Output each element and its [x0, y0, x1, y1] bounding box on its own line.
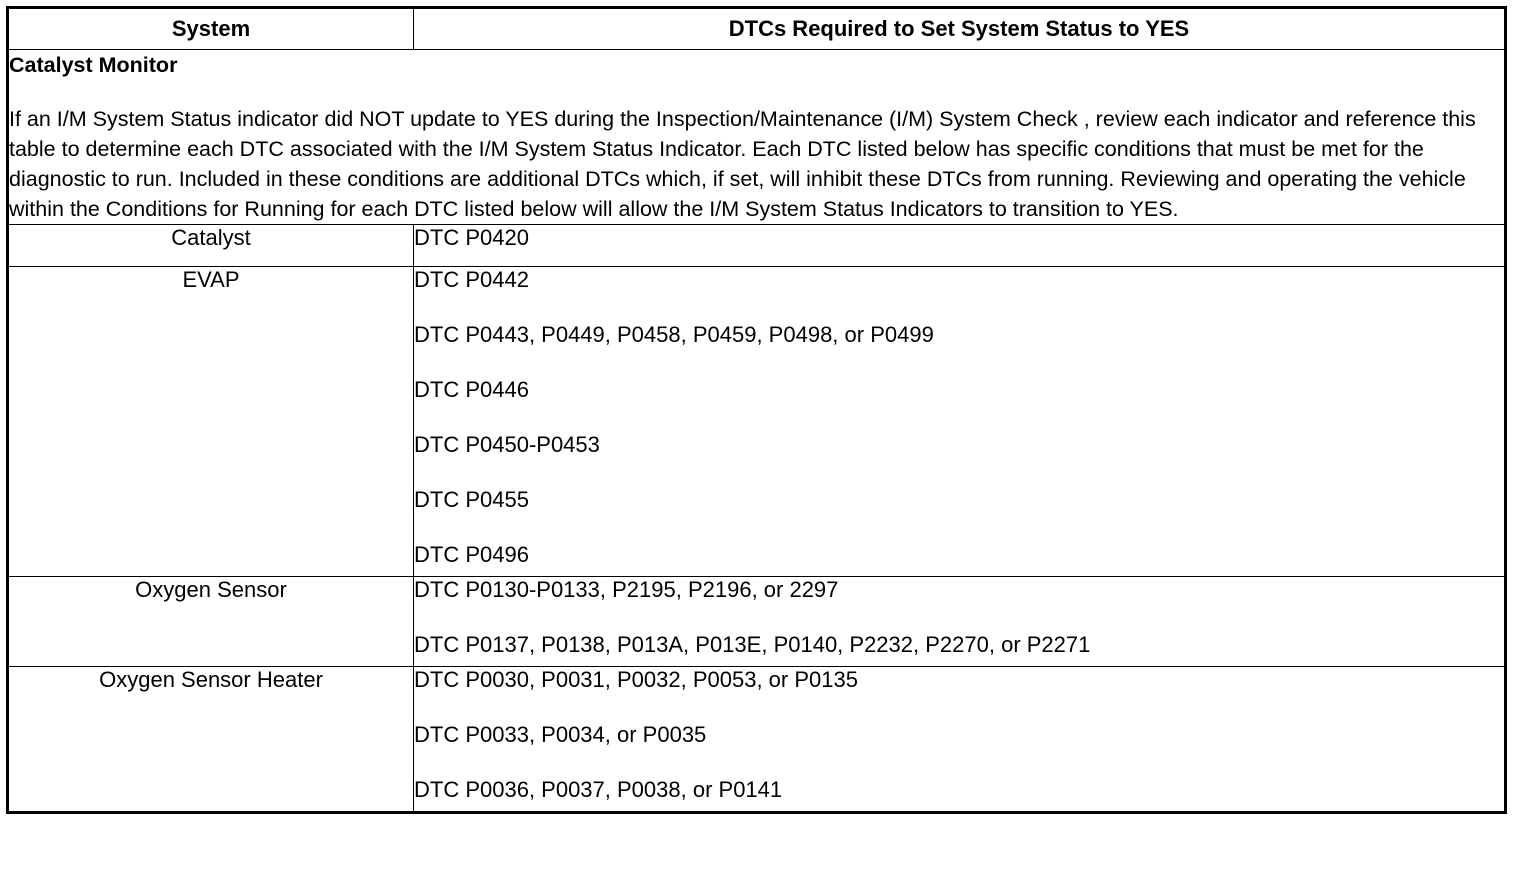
- dtc-line: DTC P0033, P0034, or P0035: [414, 722, 707, 747]
- table-row: [8, 667, 1506, 813]
- section-cell: [8, 50, 1506, 225]
- dtc-requirements-table: [6, 6, 1507, 814]
- dtc-line: DTC P0420: [414, 225, 529, 250]
- table-row: [8, 225, 1506, 267]
- dtc-cell: [414, 267, 1506, 577]
- dtc-line: DTC P0446: [414, 377, 529, 402]
- dtc-cell: [414, 667, 1506, 813]
- dtc-line: DTC P0036, P0037, P0038, or P0141: [414, 777, 783, 802]
- system-cell: Catalyst: [8, 225, 414, 267]
- dtc-line: DTC P0496: [414, 542, 529, 567]
- section-description: If an I/M System Status indicator did NOT update to YES during the Inspection/Maintenance (I/M) System Check , review each indicator and reference this table to determine each DTC associated with the I/M System Status Indicator. Each DTC listed below has specific conditions that must be met for the diagnostic to run. Included in these conditions are additional DTCs which, if set, will inhibit these DTCs from running. Reviewing and operating the vehicle within the Conditions for Running for each DTC listed below will allow the I/M System Status Indicators to transition to YES.: [9, 107, 1476, 221]
- header-dtcs: DTCs Required to Set System Status to YES: [414, 8, 1506, 50]
- dtc-line: DTC P0442: [414, 267, 529, 292]
- system-cell: Oxygen Sensor Heater: [8, 667, 414, 813]
- table-row: [8, 267, 1506, 577]
- system-cell: Oxygen Sensor: [8, 577, 414, 667]
- table-header-row: [8, 8, 1506, 50]
- section-title: Catalyst Monitor: [9, 53, 178, 77]
- table-row: [8, 577, 1506, 667]
- dtc-line: DTC P0450-P0453: [414, 432, 600, 457]
- dtc-line: DTC P0137, P0138, P013A, P013E, P0140, P2232, P2270, or P2271: [414, 632, 1091, 657]
- header-system: System: [8, 8, 414, 50]
- system-cell: EVAP: [8, 267, 414, 577]
- dtc-line: DTC P0443, P0449, P0458, P0459, P0498, or P0499: [414, 322, 934, 347]
- dtc-line: DTC P0130-P0133, P2195, P2196, or 2297: [414, 577, 839, 602]
- dtc-line: DTC P0030, P0031, P0032, P0053, or P0135: [414, 667, 858, 692]
- dtc-cell: [414, 577, 1506, 667]
- dtc-cell: [414, 225, 1506, 267]
- dtc-line: DTC P0455: [414, 487, 529, 512]
- section-row: [8, 50, 1506, 225]
